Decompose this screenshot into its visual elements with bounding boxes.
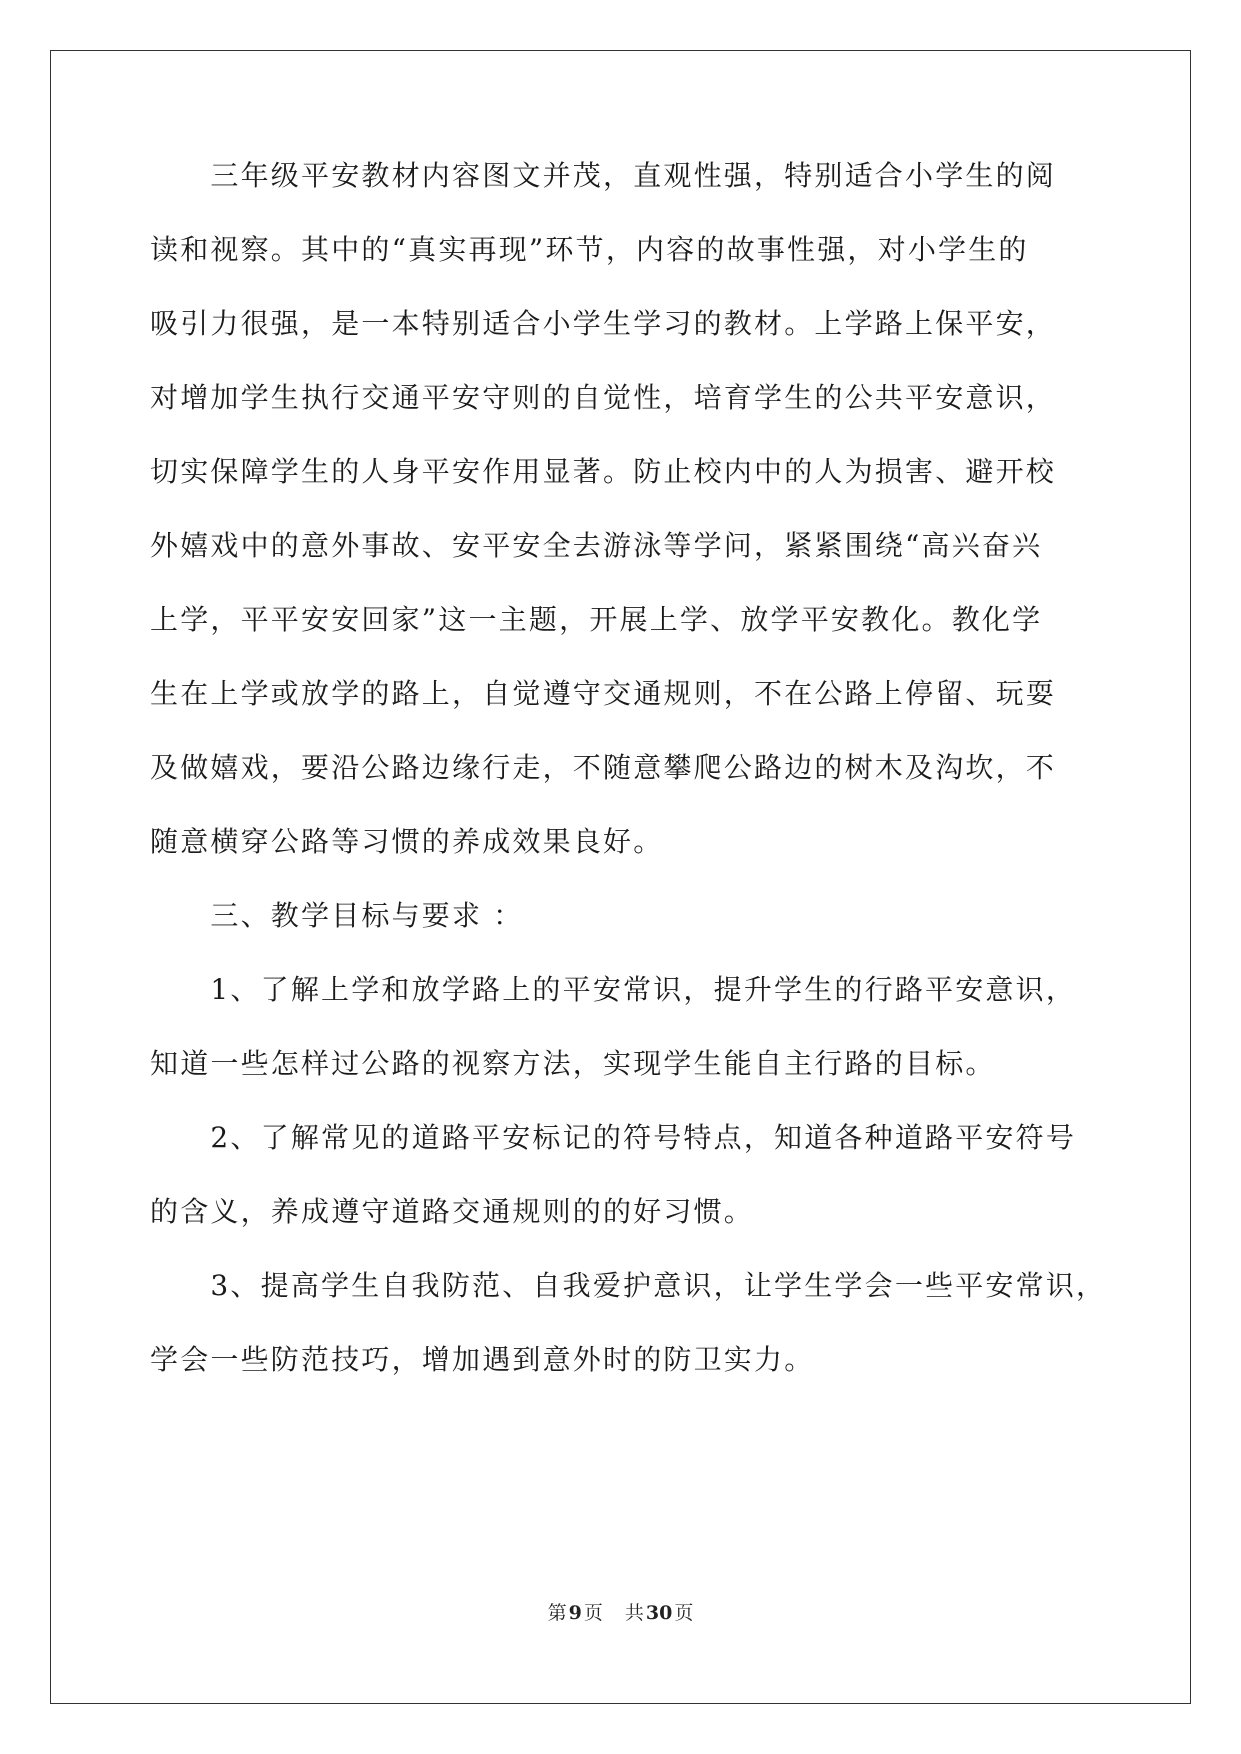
text-line: 随意横穿公路等习惯的养成效果良好。 [150,825,664,858]
text-line: 读和视察。其中的“真实再现”环节，内容的故事性强，对小学生的 [150,233,1029,266]
text-line: 学会一些防范技巧，增加遇到意外时的防卫实力。 [150,1343,815,1376]
text-line: 切实保障学生的人身平安作用显著。防止校内中的人为损害、避开校 [150,455,1057,488]
page-prefix: 第 [547,1602,567,1624]
text-line: 3、提高学生自我防范、自我爱护意识，让学生学会一些平安常识， [150,1269,1107,1302]
text-line: 2、了解常见的道路平安标记的符号特点，知道各种道路平安符号 [150,1121,1077,1154]
text-line: 对增加学生执行交通平安守则的自觉性，培育学生的公共平安意识， [150,381,1057,414]
page-border [50,50,1191,1704]
text-line: 1、了解上学和放学路上的平安常识，提升学生的行路平安意识， [150,973,1077,1006]
page-number: 9 [568,1602,582,1624]
text-line: 生在上学或放学的路上，自觉遵守交通规则，不在公路上停留、玩耍 [150,677,1057,710]
text-line: 的含义，养成遵守道路交通规则的的好习惯。 [150,1195,755,1228]
page-footer [0,1598,1241,1625]
page-suffix: 页 [583,1602,603,1624]
text-line: 吸引力很强，是一本特别适合小学生学习的教材。上学路上保平安， [150,307,1057,340]
total-suffix: 页 [674,1602,694,1624]
section-heading: 三、教学目标与要求 ： [150,899,524,932]
text-line: 三年级平安教材内容图文并茂，直观性强，特别适合小学生的阅 [150,159,1057,192]
text-line: 上学，平平安安回家”这一主题，开展上学、放学平安教化。教化学 [150,603,1043,636]
text-line: 及做嬉戏，要沿公路边缘行走，不随意攀爬公路边的树木及沟坎，不 [150,751,1057,784]
total-pages: 30 [645,1602,673,1624]
text-line: 外嬉戏中的意外事故、安平安全去游泳等学问，紧紧围绕“高兴奋兴 [150,529,1043,562]
text-line: 知道一些怎样过公路的视察方法，实现学生能自主行路的目标。 [150,1047,996,1080]
total-prefix: 共 [624,1602,644,1624]
